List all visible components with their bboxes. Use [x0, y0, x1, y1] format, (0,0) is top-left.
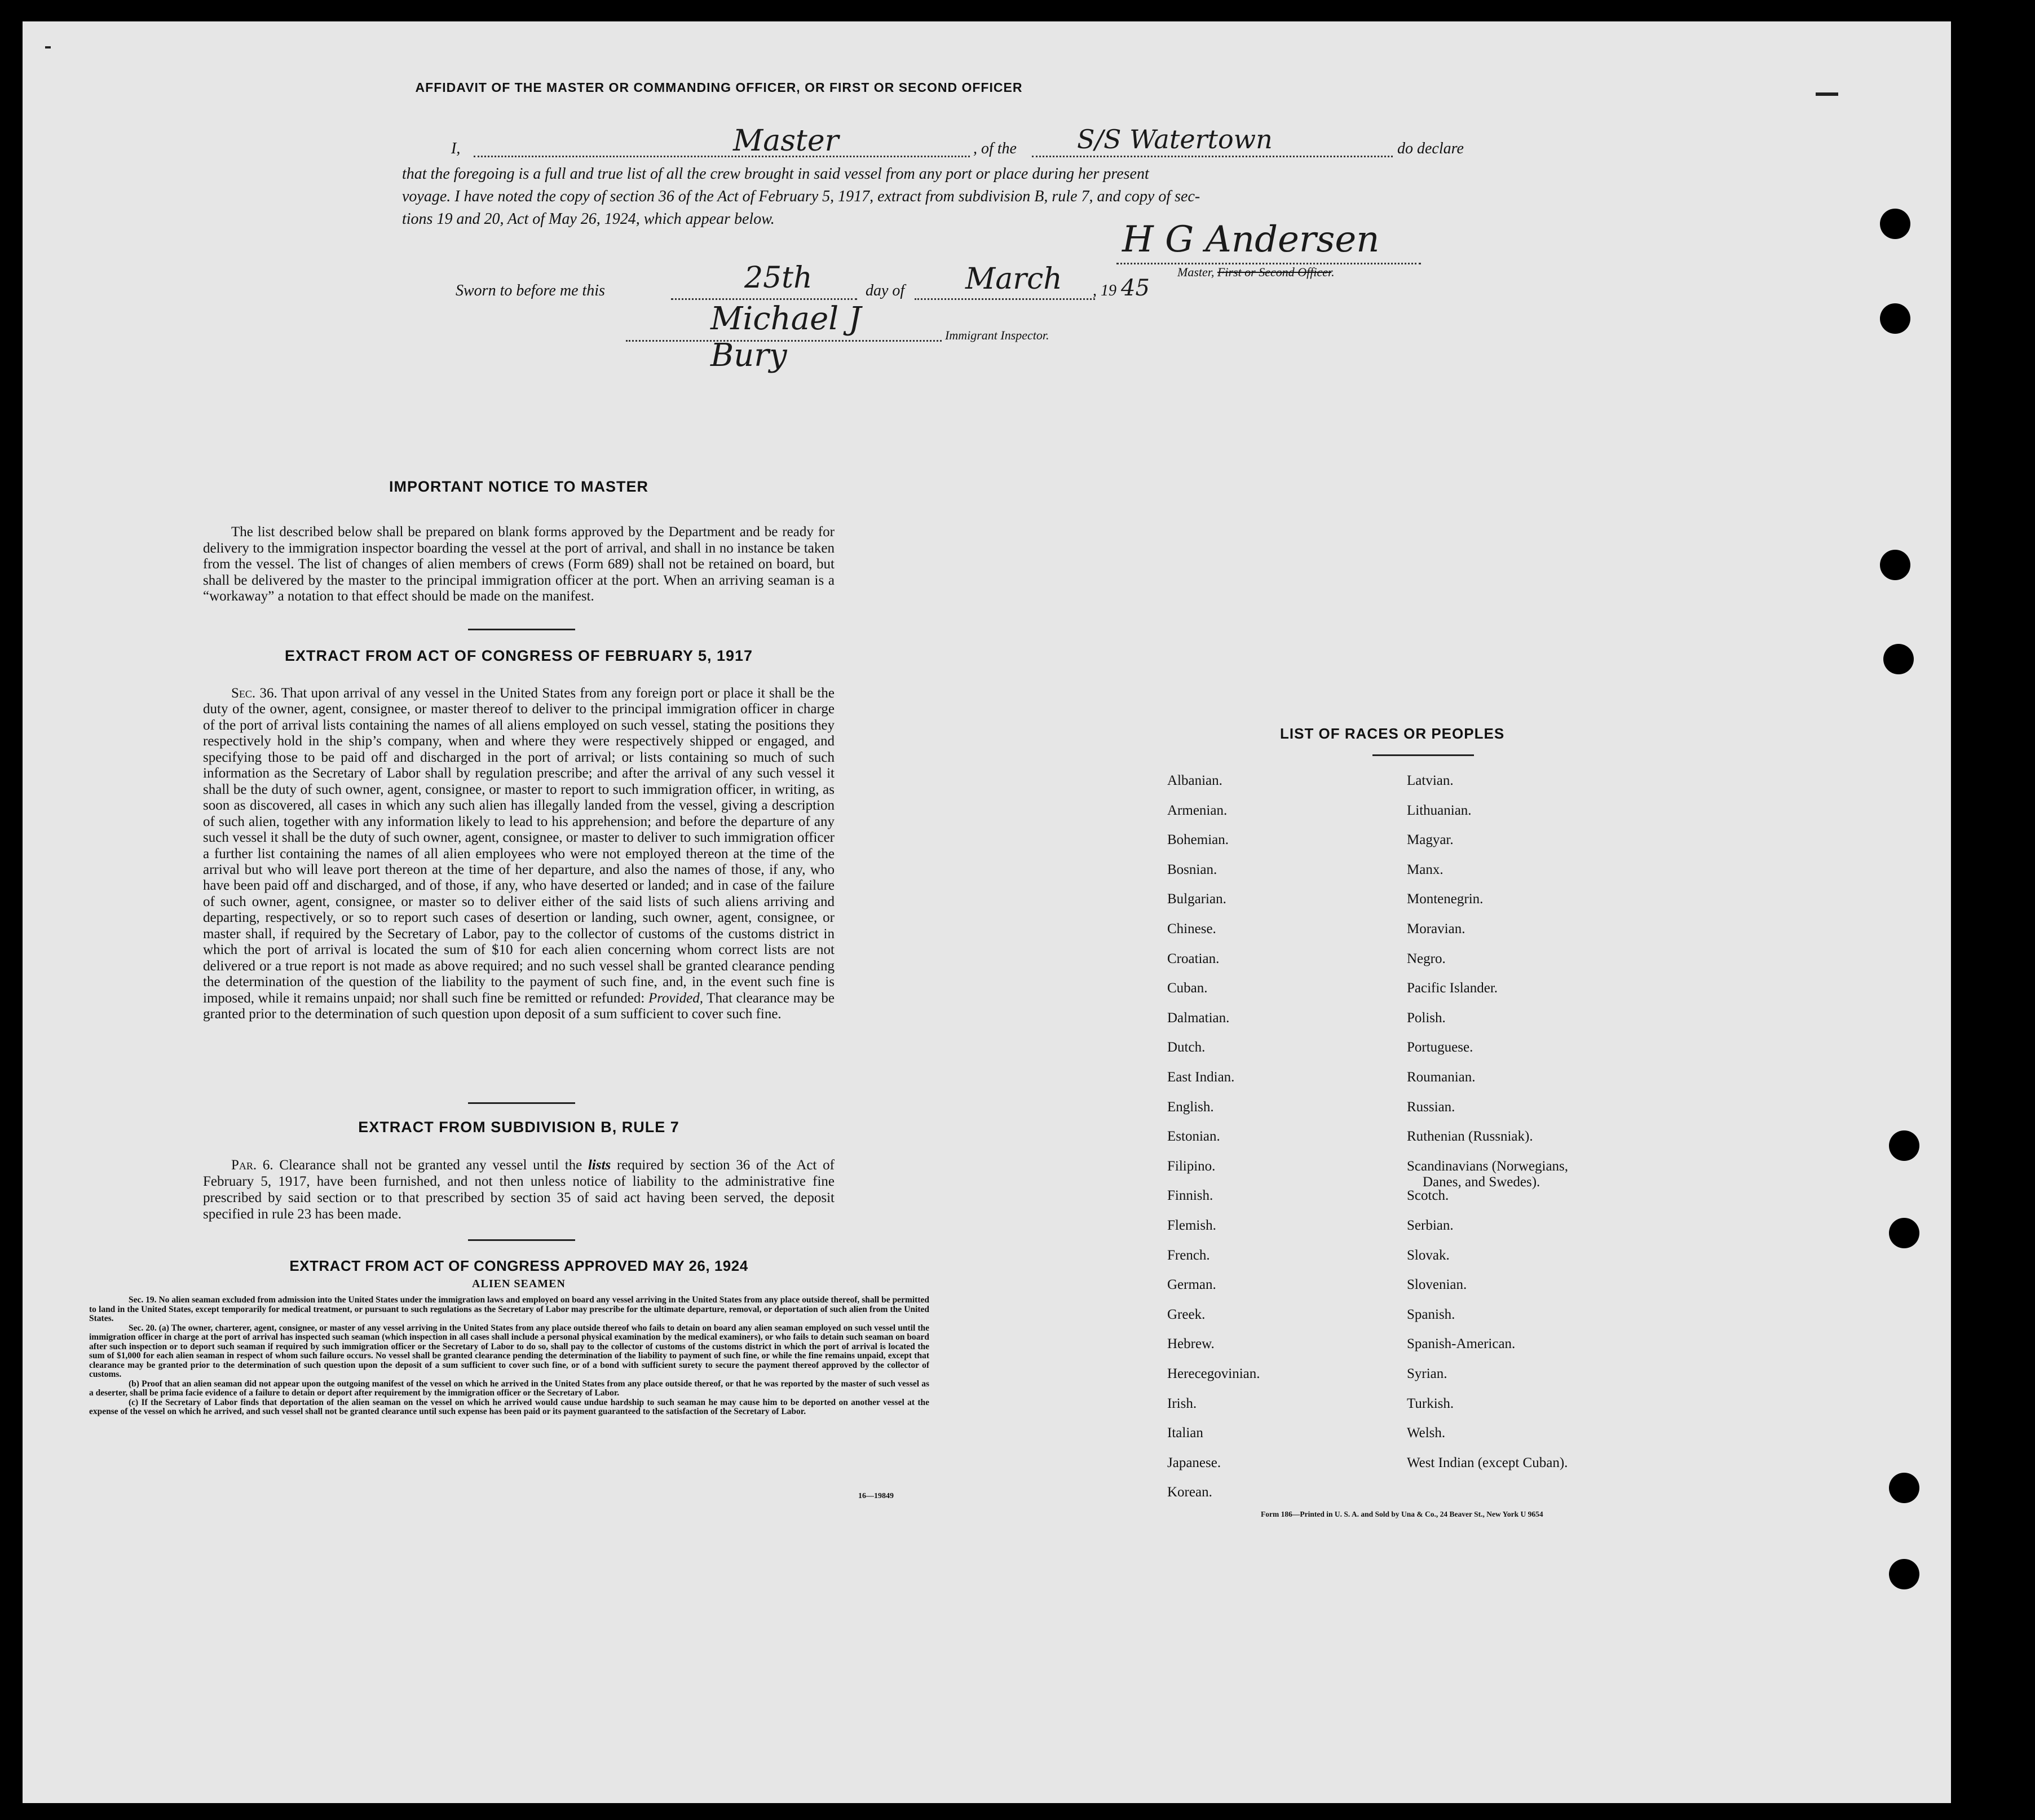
print-code: 16—19849 [858, 1492, 894, 1500]
race-item: Serbian. [1407, 1218, 1454, 1233]
race-item: Japanese. [1167, 1455, 1221, 1470]
race-item: Irish. [1167, 1395, 1197, 1411]
race-item: Spanish. [1407, 1306, 1455, 1322]
master-caption-struck: First or Second Officer [1217, 265, 1332, 279]
race-item: Slovenian. [1407, 1277, 1467, 1293]
race-item: Armenian. [1167, 802, 1228, 818]
rule7-text-b: required by section 36 of the Act of February 5, 1917, have been furnished, and not then unless notice of liability to the administrative fine prescribed by said section or to that prescribed by section 35 of said act having been served, the deposit specified in rule 23 has been made. [203, 1158, 835, 1222]
punch-hole [1889, 1130, 1919, 1161]
race-item: Bosnian. [1167, 862, 1217, 877]
race-item: Filipino. [1167, 1158, 1216, 1174]
race-item: Hebrew. [1167, 1336, 1215, 1352]
master-caption-prefix: Master, [1177, 265, 1217, 279]
race-item: East Indian. [1167, 1070, 1235, 1085]
sec20b-text: (b) Proof that an alien seaman did not appear upon the outgoing manifest of the vessel on which he arrived in the United States from any place outside thereof, or that he was reported by the master of such vessel as a deserter, shall be prima facie evidence of a failure to detain or deport after requirement by the immigration officer or the Secretary of Labor. [89, 1379, 929, 1398]
divider [468, 1102, 575, 1104]
year-prefix: , 19 [1093, 282, 1116, 299]
race-item: Korean. [1167, 1485, 1212, 1500]
master-signature-field[interactable] [1116, 219, 1421, 264]
punch-hole [1880, 303, 1910, 334]
act1924-subheading: ALIEN SEAMEN [472, 1278, 566, 1290]
month-handwritten: March [965, 262, 1062, 296]
race-item: Danes, and Swedes). [1423, 1174, 1540, 1190]
race-item: Magyar. [1407, 832, 1454, 848]
race-item: Ruthenian (Russniak). [1407, 1129, 1533, 1145]
master-caption-suffix: . [1331, 265, 1335, 279]
day-field[interactable] [671, 261, 857, 300]
punch-hole [1880, 209, 1910, 239]
race-item: Roumanian. [1407, 1070, 1476, 1085]
of-the-label: , of the [973, 140, 1017, 157]
race-item: Pacific Islander. [1407, 980, 1498, 996]
race-item: Welsh. [1407, 1425, 1446, 1441]
race-item: English. [1167, 1099, 1214, 1115]
race-item: Cuban. [1167, 980, 1208, 996]
race-item: Portuguese. [1407, 1040, 1473, 1055]
year-handwritten[interactable]: 45 [1121, 275, 1150, 301]
race-item: Scotch. [1407, 1188, 1449, 1204]
inspector-caption: Immigrant Inspector. [945, 328, 1049, 342]
race-item: Italian [1167, 1425, 1203, 1441]
race-item: Turkish. [1407, 1395, 1454, 1411]
form-imprint: Form 186—Printed in U. S. A. and Sold by Una & Co., 24 Beaver St., New York U 9654 [1261, 1510, 1543, 1518]
race-item: German. [1167, 1277, 1216, 1293]
corner-mark [45, 46, 51, 48]
month-field[interactable] [915, 262, 1095, 300]
punch-hole [1889, 1559, 1919, 1589]
i-label: I, [451, 140, 461, 157]
race-item: Lithuanian. [1407, 802, 1472, 818]
rule7-heading: EXTRACT FROM SUBDIVISION B, RULE 7 [358, 1119, 679, 1136]
race-item: Estonian. [1167, 1129, 1220, 1145]
race-item: Flemish. [1167, 1218, 1216, 1233]
form-page [23, 21, 1951, 1803]
sec36-label: Sec. 36. [231, 686, 277, 701]
race-item: Dalmatian. [1167, 1010, 1230, 1026]
notice-body: The list described below shall be prepared on blank forms approved by the Department and be ready for delivery to the immigration inspector boarding the vessel at the port of arrival, and shall in no instance be taken from the vessel. The list of changes of alien members of crews (Form 689) shall not be retained on board, but shall be delivered by the master to the principal immigration officer at the port. When an arriving seaman is a “workaway” a notation to that effect should be made on the manifest. [203, 524, 835, 604]
race-item: Chinese. [1167, 921, 1216, 936]
race-item: Scandinavians (Norwegians, [1407, 1158, 1569, 1174]
do-declare-label: do declare [1397, 140, 1464, 157]
act1917-body [203, 686, 835, 1023]
sec36-text: That upon arrival of any vessel in the United States from any foreign port or place it shall be the duty of the owner, agent, consignee, or master thereof to deliver to the principal immigration officer in charge of the port of arrival lists containing the names of all aliens employed on such vessel, stating the positions they respectively hold in the ship’s company, when and where they were respectively shipped or engaged, and specifying those to be paid off and discharged in the port of arrival; or lists containing so much of such information as the Secretary of Labor shall by regulation prescribe; and after the arrival of any such vessel it shall be the duty of such owner, agent, consignee, or master to report to such immigration officer, in writing, as soon as discovered, all cases in which any such alien has illegally landed from the vessel, giving a description of such alien, together with any information likely to lead to his apprehension; and before the departure of any such vessel it shall be the duty of such owner, agent, consignee, or master to deliver to such immigration officer a further list containing the names of all alien employees who were not employed thereon at the time of the arrival but who will leave port thereon at the time of her departure, and also the names of those, if any, who have been paid off and discharged, and of those, if any, who have deserted or landed; and in case of the failure of such owner, agent, consignee, or master so to deliver either of the said lists of such aliens arriving and departing, respectively, or so to report such cases of desertion or landing, such owner, agent, consignee, or master shall, if required by the Secretary of Labor, pay to the collector of customs of the customs district in which the port of arrival is located the sum of $10 for each alien concerning whom correct lists are not delivered or a true report is not made as above required; and no such vessel shall be granted clearance pending the determination of the question of the liability to the payment of such fine, and, in the event such fine is imposed, while it remains unpaid; nor shall such fine be remitted or refunded: [203, 686, 835, 1006]
race-item: Russian. [1407, 1099, 1455, 1115]
rank-handwritten: Master [733, 124, 839, 158]
race-item: Slovak. [1407, 1247, 1450, 1263]
race-item: Bohemian. [1167, 832, 1229, 848]
sec20c-text: (c) If the Secretary of Labor finds that deportation of the alien seaman on the vessel on which he arrived would cause undue hardship to such seaman he may cause him to be deported on another vessel at the expense of the vessel on which he arrived, and such vessel shall not be granted clearance until such expense has been paid or its payment guaranteed to the satisfaction of the Secretary of Labor. [89, 1397, 929, 1416]
race-item: Finnish. [1167, 1188, 1213, 1204]
rule7-text-a: Clearance shall not be granted any vessel until the [279, 1158, 582, 1173]
race-item: Bulgarian. [1167, 891, 1226, 907]
affidavit-heading: AFFIDAVIT OF THE MASTER OR COMMANDING OFFICER, OR FIRST OR SECOND OFFICER [415, 80, 1023, 95]
punch-hole [1889, 1473, 1919, 1503]
race-item: Moravian. [1407, 921, 1465, 936]
races-heading: LIST OF RACES OR PEOPLES [1280, 725, 1505, 742]
race-item: Manx. [1407, 862, 1444, 877]
punch-hole [1889, 1218, 1919, 1248]
race-item: Syrian. [1407, 1366, 1447, 1381]
lists-word: lists [588, 1158, 611, 1173]
act1924-body [89, 1296, 929, 1417]
inspector-signature-field[interactable] [626, 301, 942, 374]
corner-mark [1816, 92, 1838, 96]
punch-hole [1883, 644, 1914, 674]
day-of-label: day of [866, 282, 905, 299]
race-item: Latvian. [1407, 773, 1454, 788]
race-item: Spanish-American. [1407, 1336, 1516, 1352]
divider [468, 1239, 575, 1241]
vessel-handwritten: S/S Watertown [1077, 124, 1273, 154]
divider [1372, 754, 1474, 756]
sec20a-text: Sec. 20. (a) The owner, charterer, agent, consignee, or master of any vessel arriving in the United States from any place outside thereof who fails to detain on board any alien seaman employed on such vessel until the immigration officer in charge at the port of arrival has inspected such seaman (which inspection in all cases shall include a personal physical examination by the medical examiners), or who fails to detain such seaman on board after such inspection or to deport such seaman if required by such immigration officer or the Secretary of Labor to do so, shall pay to the collector of customs of the customs district in which the port of arrival is located the sum of $1,000 for each alien seaman in respect of whom such failure occurs. No vessel shall be granted clearance pending the determination of the liability to payment of such fine, or while the fine remains unpaid, except that clearance may be granted prior to the determination of such question upon the deposit of a sum sufficient to cover such fine, or of a bond with sufficient surety to secure the payment thereof approved by the collector of customs. [89, 1323, 929, 1379]
act1917-heading: EXTRACT FROM ACT OF CONGRESS OF FEBRUARY 5, 1917 [284, 647, 753, 664]
act1924-heading: EXTRACT FROM ACT OF CONGRESS APPROVED MAY 26, 1924 [289, 1257, 748, 1274]
provided-word: Provided, [648, 990, 703, 1006]
race-item: Herecegovinian. [1167, 1366, 1260, 1381]
race-item: Negro. [1407, 951, 1446, 966]
notice-heading: IMPORTANT NOTICE TO MASTER [389, 478, 648, 495]
inspector-signature: Michael J Bury [710, 301, 862, 374]
race-item: Croatian. [1167, 951, 1220, 966]
race-item: Dutch. [1167, 1040, 1206, 1055]
master-signature: H G Andersen [1122, 219, 1380, 260]
rank-field[interactable] [474, 124, 970, 158]
race-item: Polish. [1407, 1010, 1446, 1026]
sec36-text-end: That clearance may be granted prior to the determination of such question upon deposit of a sum sufficient to cover such fine. [203, 990, 835, 1022]
affidavit-body-line1: that the foregoing is a full and true list of all the crew brought in said vessel from any port or place during her present [402, 165, 1149, 183]
master-caption [1177, 265, 1335, 280]
race-item: Greek. [1167, 1306, 1206, 1322]
sec19-text: Sec. 19. No alien seaman excluded from admission into the United States under the immigration laws and employed on board any vessel arriving in the United States from any place outside thereof, shall be permitted to land in the United States, except temporarily for medical treatment, or pursuant to such regulations as the Secretary of Labor may prescribe for the ultimate departure, removal, or deportation of such alien from the United States. [89, 1295, 929, 1323]
punch-hole [1880, 550, 1910, 580]
race-item: Albanian. [1167, 773, 1222, 788]
sworn-label: Sworn to before me this [456, 282, 605, 299]
race-item: West Indian (except Cuban). [1407, 1455, 1568, 1470]
day-handwritten: 25th [744, 261, 813, 295]
affidavit-body-line3: tions 19 and 20, Act of May 26, 1924, which appear below. [402, 210, 775, 228]
affidavit-body-line2: voyage. I have noted the copy of section 36 of the Act of February 5, 1917, extract from subdivision B, rule 7, and copy of sec- [402, 188, 1200, 205]
race-item: Montenegrin. [1407, 891, 1484, 907]
rule7-body [203, 1157, 835, 1222]
divider [468, 629, 575, 630]
race-item: French. [1167, 1247, 1210, 1263]
vessel-field[interactable] [1032, 124, 1393, 157]
par6-label: Par. 6. [231, 1158, 273, 1173]
